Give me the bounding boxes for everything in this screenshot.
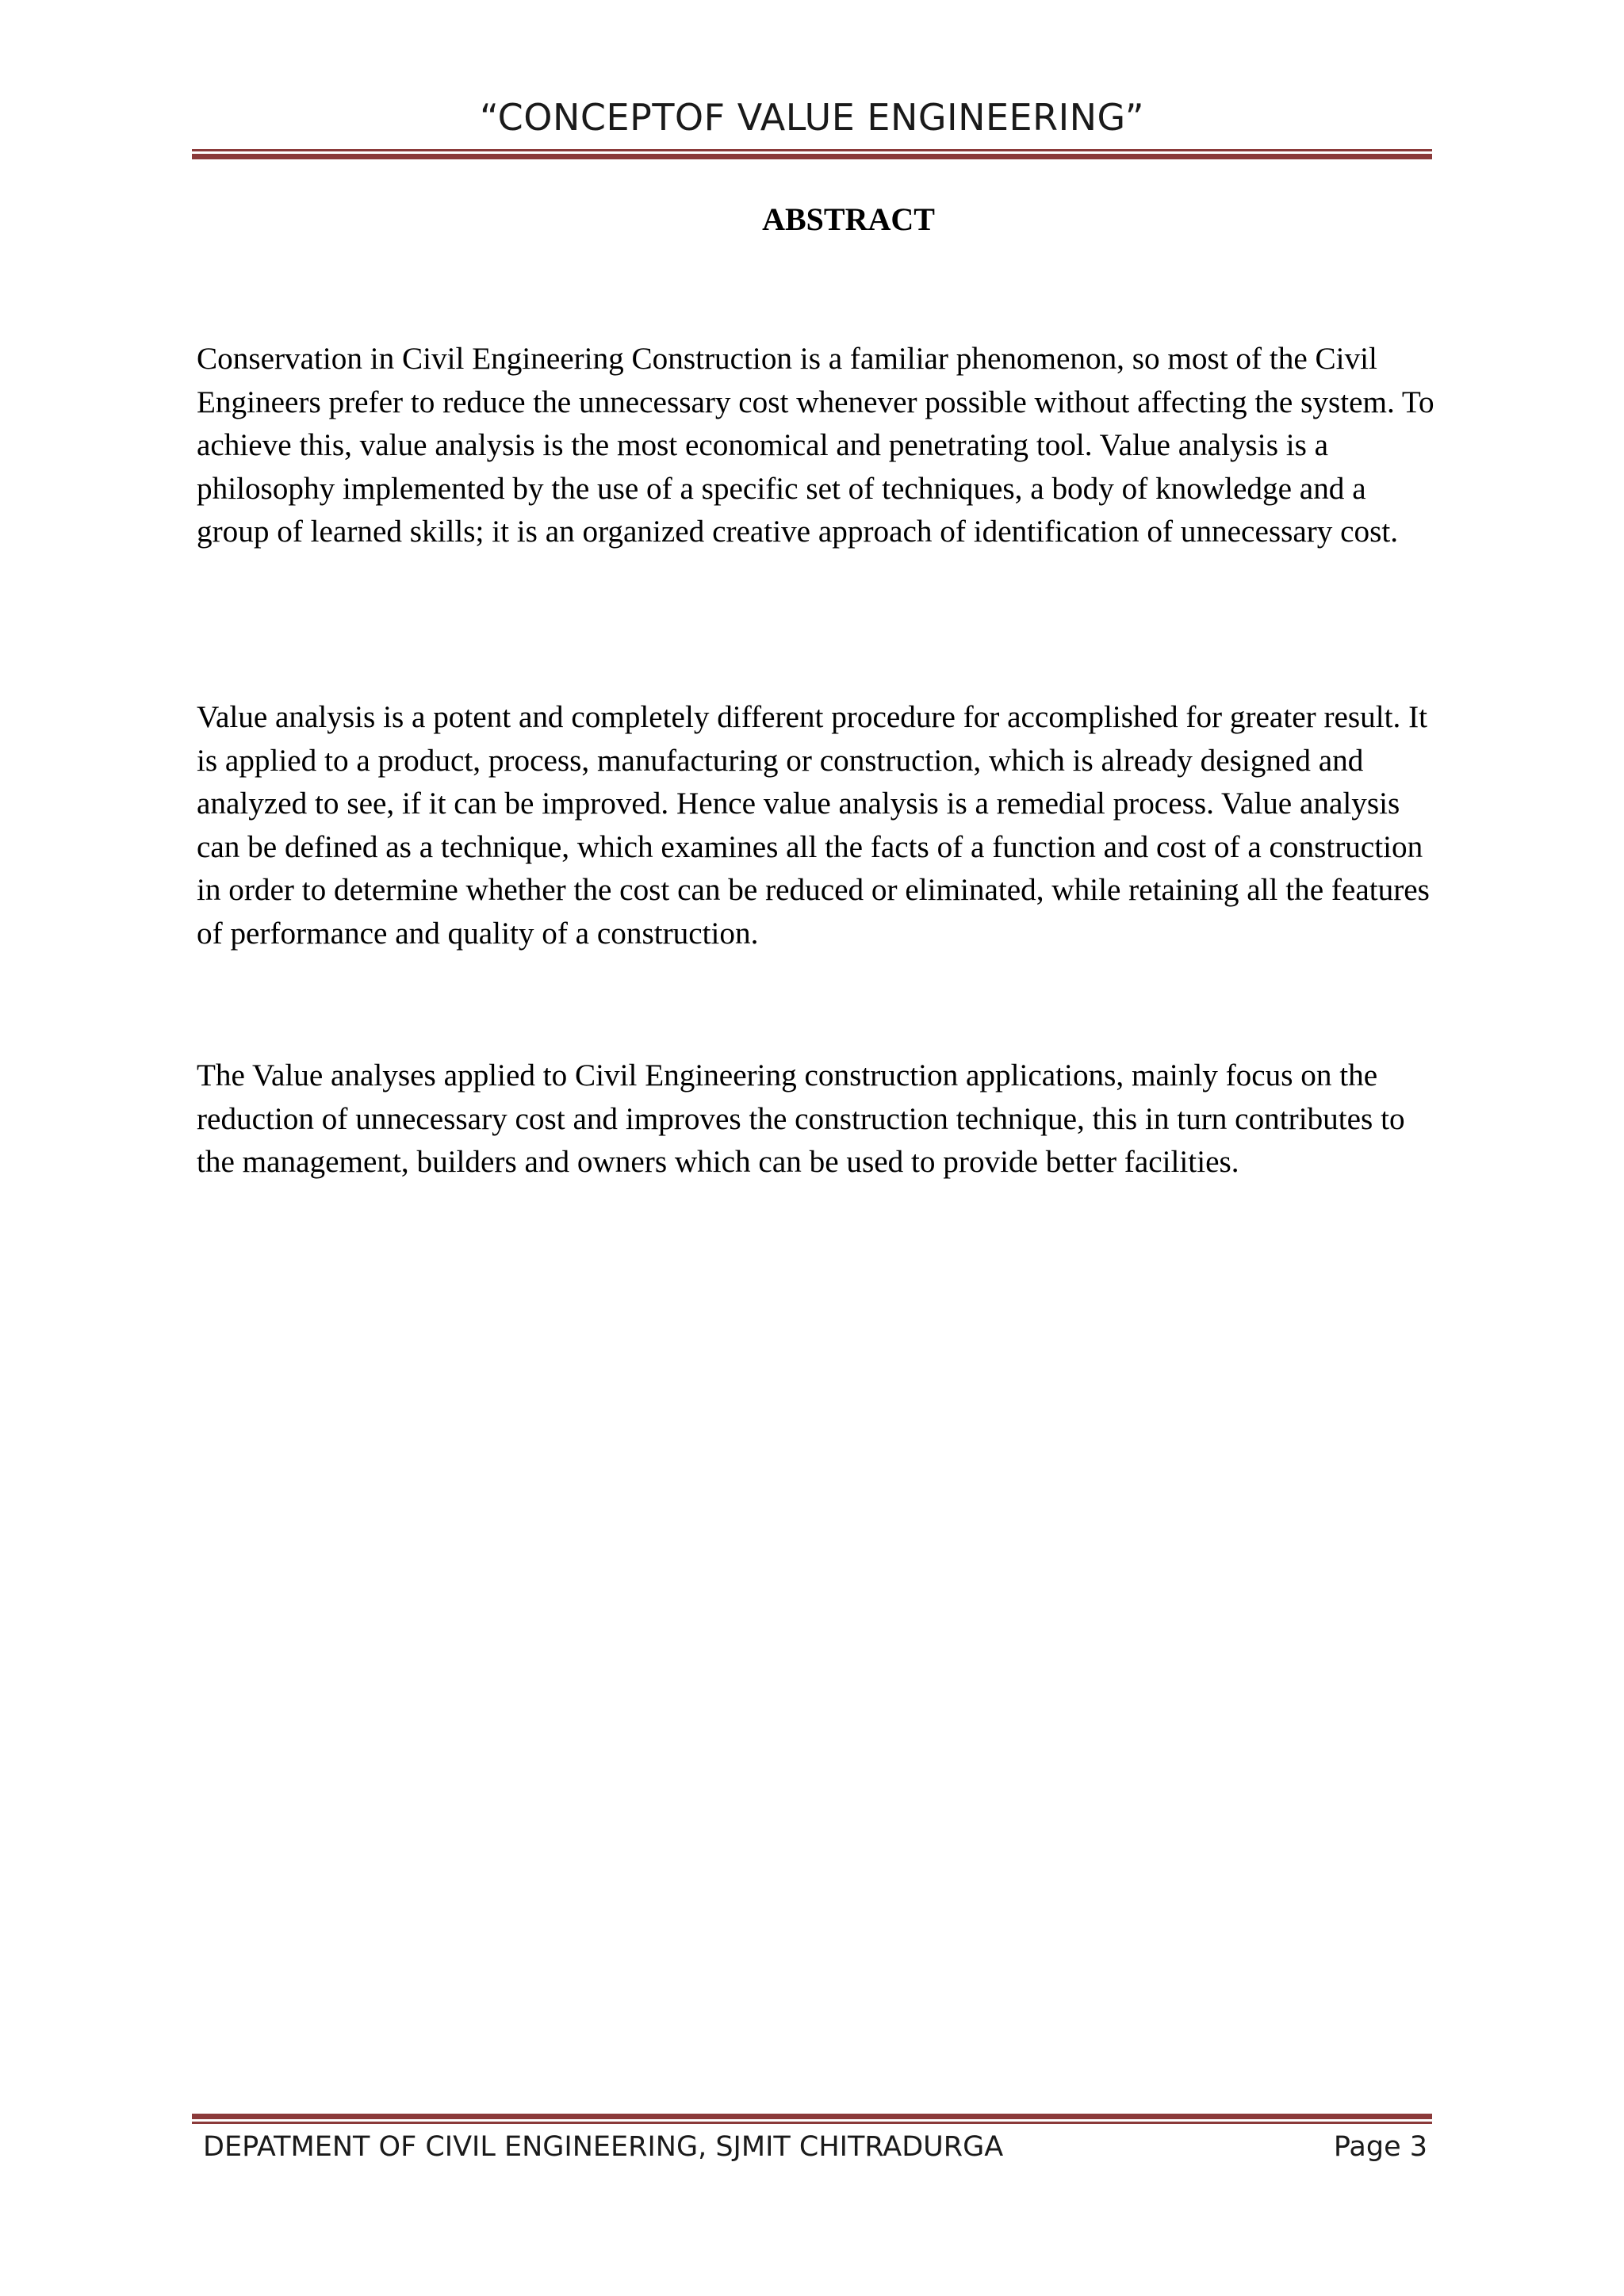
abstract-paragraph-2: Value analysis is a potent and completely different procedure for accomplished for greater result. It is applied to a product, process, manufacturing or construction, which is already designed and analyzed to see, if it can be improved. Hence value analysis is a remedial process. Value analysis can be defined as a technique, which examines all the facts of a function and cost of a construction in order to determine whether the cost can be reduced or eliminated, while retaining all the features of performance and quality of a construction. bbox=[197, 700, 1430, 951]
footer-divider bbox=[192, 2114, 1432, 2124]
abstract-heading: ABSTRACT bbox=[762, 201, 935, 237]
header-title: “CONCEPTOF VALUE ENGINEERING” bbox=[479, 96, 1145, 139]
footer-department: DEPATMENT OF CIVIL ENGINEERING, SJMIT CHITRADURGA bbox=[203, 2131, 1004, 2163]
abstract-paragraph-1: Conservation in Civil Engineering Construction is a familiar phenomenon, so most of the Civil Engineers prefer to reduce the unnecessary cost whenever possible without affecting the system. To achieve this, value analysis is the most economical and penetrating tool. Value analysis is a philosophy implemented by the use of a specific set of techniques, a body of knowledge and a group of learned skills; it is an organized creative approach of identification of unnecessary cost. bbox=[197, 342, 1434, 549]
header-divider bbox=[192, 149, 1432, 159]
footer-page-number: Page 3 bbox=[1333, 2131, 1427, 2163]
abstract-paragraph-3: The Value analyses applied to Civil Engineering construction applications, mainly focus on the reduction of unnecessary cost and improves the construction technique, this in turn contributes to the management, builders and owners which can be used to provide better facilities. bbox=[197, 1058, 1405, 1180]
